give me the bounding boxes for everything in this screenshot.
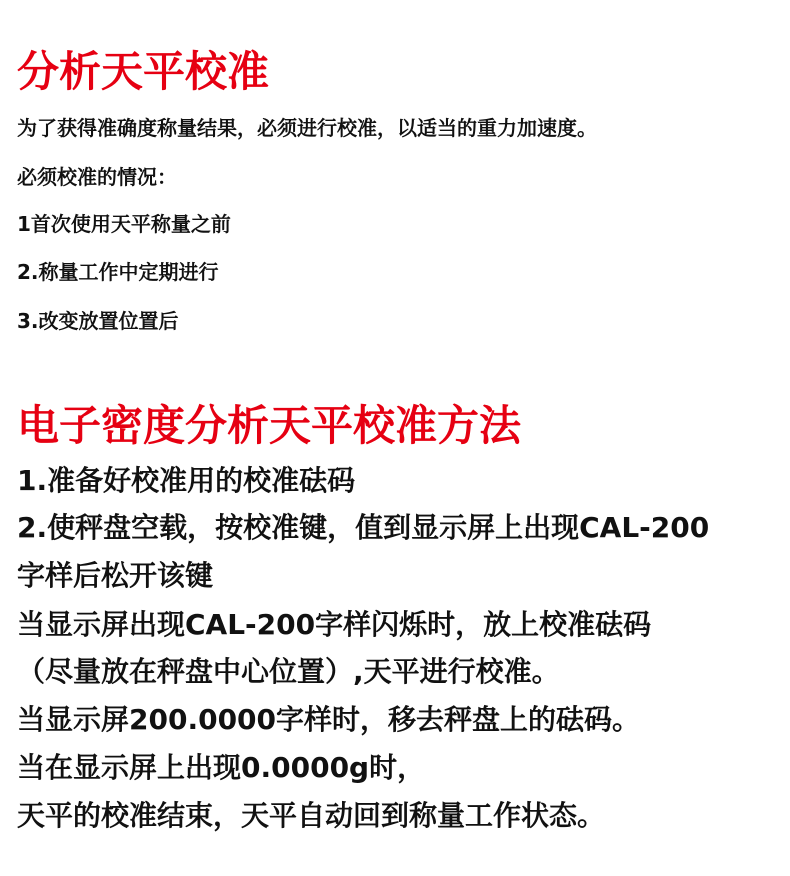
section2-title: 电子密度分析天平校准方法 xyxy=(17,401,522,450)
method-line-7: 当在显示屏上出现0.0000g时， xyxy=(17,751,426,784)
method-step-2-cont: 字样后松开该键 xyxy=(17,559,214,592)
method-line-5: （尽量放在秤盘中心位置）,天平进行校准。 xyxy=(17,655,560,688)
condition-item-1: 1首次使用天平称量之前 xyxy=(17,212,231,236)
method-line-4: 当显示屏出现CAL-200字样闪烁时，放上校准砝码 xyxy=(17,608,652,641)
method-step-2: 2.使秤盘空载，按校准键，值到显示屏上出现CAL-200 xyxy=(17,511,710,544)
method-step-1: 1.准备好校准用的校准砝码 xyxy=(17,464,356,497)
intro-line: 为了获得准确度称量结果，必须进行校准，以适当的重力加速度。 xyxy=(17,116,597,140)
condition-item-3: 3.改变放置位置后 xyxy=(17,309,179,333)
conditions-heading: 必须校准的情况： xyxy=(17,165,177,189)
section1-title: 分析天平校准 xyxy=(17,47,270,96)
method-line-6: 当显示屏200.0000字样时，移去秤盘上的砝码。 xyxy=(17,703,641,736)
condition-item-2: 2.称量工作中定期进行 xyxy=(17,260,219,284)
method-line-8: 天平的校准结束，天平自动回到称量工作状态。 xyxy=(17,799,606,832)
